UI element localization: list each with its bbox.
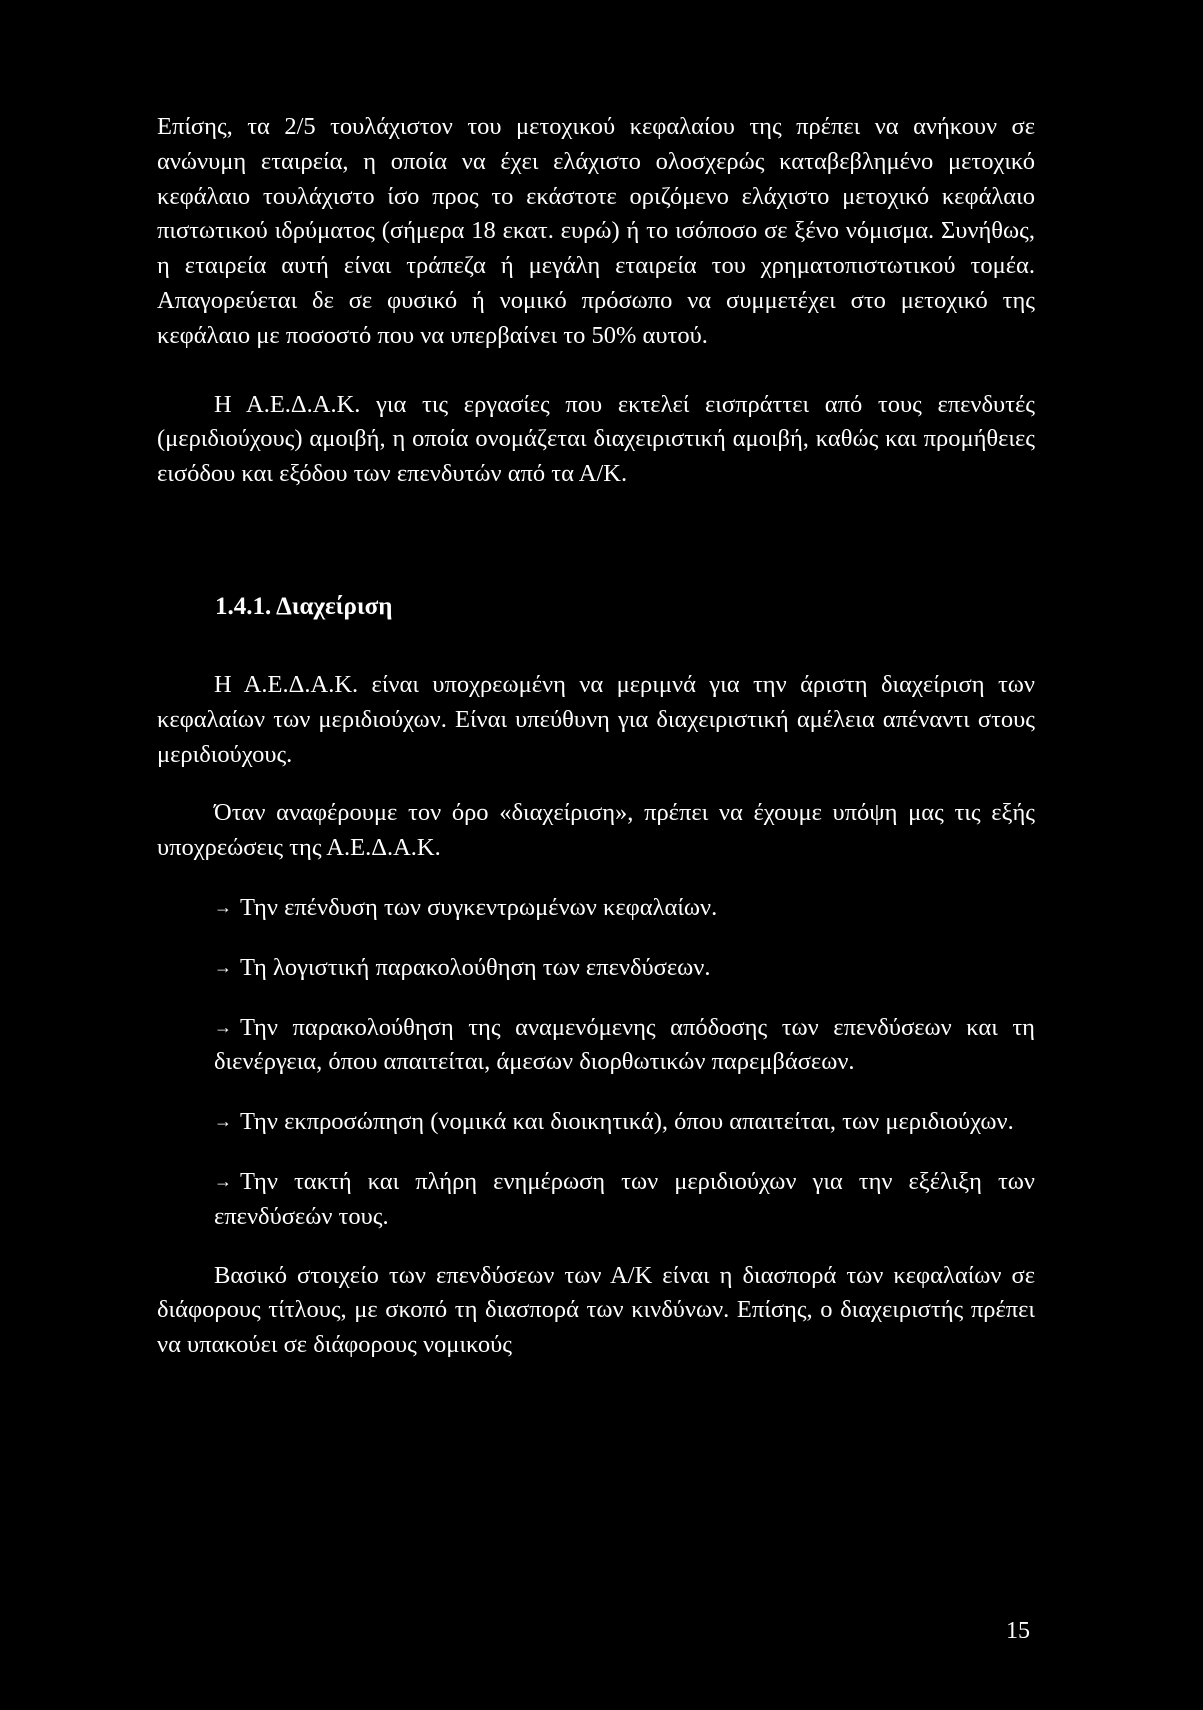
right-arrow-icon: → bbox=[214, 1170, 232, 1191]
paragraph-diversification: Βασικό στοιχείο των επενδύσεων των Α/Κ είναι η διασπορά των κεφαλαίων σε διάφορους τίτλους, με σκοπό τη διασπορά των κινδύνων. Επίσης, ο διαχειριστής πρέπει να υπακούει σε διάφορους νομικούς bbox=[157, 1261, 1035, 1359]
right-arrow-icon: → bbox=[214, 956, 232, 977]
bullet-text: Την εκπροσώπηση (νομικά και διοικητικά), όπου απαιτείται, των μεριδιούχων. bbox=[240, 1108, 1014, 1136]
page-number: 15 bbox=[1006, 1618, 1030, 1644]
bullet-item bbox=[214, 890, 1035, 926]
paragraph-shareholders: Επίσης, τα 2/5 τουλάχιστον του μετοχικού κεφαλαίου της πρέπει να ανήκουν σε ανώνυμη εταιρεία, η οποία να έχει ελάχιστο ολοσχερώς καταβεβλημένο μετοχικό κεφάλαιο τουλάχιστο ίσο προς το εκάστοτε οριζόμενο ελάχιστο μετοχικό κεφάλαιο πιστωτικού ιδρύματος (σήμερα 18 εκατ. ευρώ) ή το ισόποσο σε ξένο νόμισμα. Συνήθως, η εταιρεία αυτή είναι τράπεζα ή μεγάλη εταιρεία του χρηματοπιστωτικού τομέα. Απαγορεύεται δε σε φυσικό ή νομικό πρόσωπο να συμμετέχει στο μετοχικό της κεφάλαιο με ποσοστό που να υπερβαίνει το 50% αυτού. bbox=[157, 113, 1035, 349]
document-body bbox=[157, 110, 1035, 1363]
bullet-item bbox=[214, 950, 1035, 986]
bullet-text: Την επένδυση των συγκεντρωμένων κεφαλαίων. bbox=[240, 893, 718, 921]
right-arrow-icon: → bbox=[214, 1111, 232, 1132]
bullet-item bbox=[214, 1010, 1035, 1081]
bullet-item bbox=[214, 1164, 1035, 1235]
bullet-text: Τη λογιστική παρακολούθηση των επενδύσεων. bbox=[240, 953, 711, 981]
right-arrow-icon: → bbox=[214, 1016, 232, 1037]
paragraph-management: Η Α.Ε.Δ.Α.Κ. είναι υποχρεωμένη να μεριμνά για την άριστη διαχείριση των κεφαλαίων των μεριδιούχων. Είναι υπεύθυνη για διαχειριστική αμέλεια απέναντι στους μεριδιούχους. bbox=[157, 670, 1035, 768]
paragraph-fees: Η Α.Ε.Δ.Α.Κ. για τις εργασίες που εκτελεί εισπράττει από τους επενδυτές (μεριδιούχους) αμοιβή, η οποία ονομάζεται διαχειριστική αμοιβή, καθώς και προμήθειες εισόδου και εξόδου των επενδυτών από τα Α/Κ. bbox=[157, 390, 1035, 488]
bullet-item bbox=[214, 1104, 1035, 1140]
paragraph-obligations-intro: Όταν αναφέρουμε τον όρο «διαχείριση», πρέπει να έχουμε υπόψη μας τις εξής υποχρεώσεις της Α.Ε.Δ.Α.Κ. bbox=[157, 799, 1035, 862]
section-heading: 1.4.1. Διαχείριση bbox=[215, 592, 393, 620]
bullet-text: Την τακτή και πλήρη ενημέρωση των μεριδιούχων για την εξέλιξη των επενδύσεών τους. bbox=[214, 1167, 1035, 1230]
bullet-text: Την παρακολούθηση της αναμενόμενης απόδοσης των επενδύσεων και τη διενέργεια, όπου απαιτείται, άμεσων διορθωτικών παρεμβάσεων. bbox=[214, 1013, 1035, 1076]
right-arrow-icon: → bbox=[214, 896, 232, 917]
